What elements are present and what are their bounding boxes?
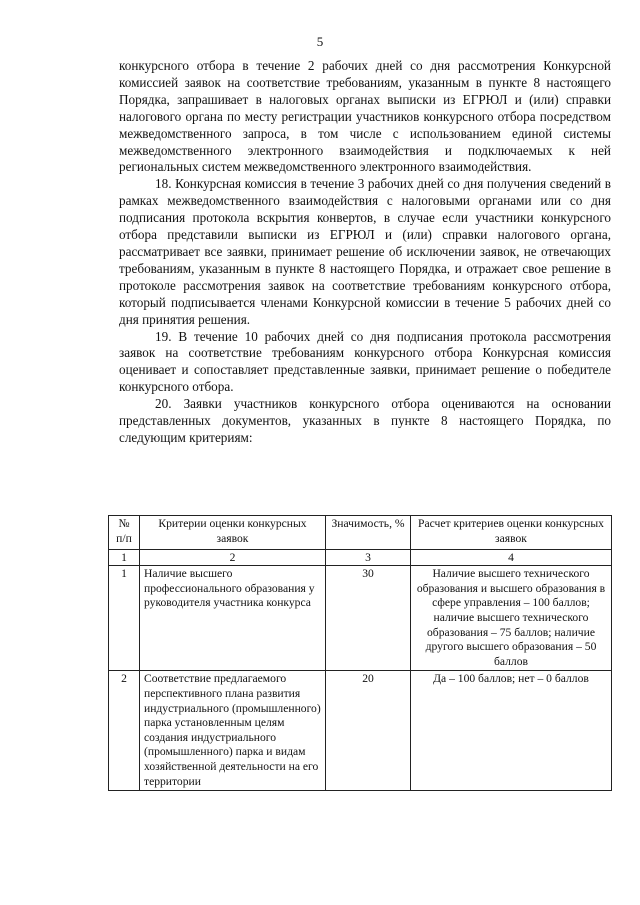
header-calc: Расчет критериев оценки конкурсных заявок: [411, 516, 612, 550]
paragraph-18: 18. Конкурсная комиссия в течение 3 рабочих дней со дня получения сведений в рамках межведомственного взаимодействия с налоговыми органами или со дня подписания протокола вскрытия конвертов, в случае если участники конкурсного отбора представили выписки из ЕГРЮЛ и (или) справки налогового органа, рассматривает все заявки, принимает решение об исключении заявок, не отвечающих требованиям, указанным в пункте 8 настоящего Порядка, и отражает свое решение в протоколе рассмотрения заявок на соответствие требованиям конкурсного отбора, который подписывается членами Конкурсной комиссии в течение 5 рабочих дней со дня принятия решения.: [119, 176, 611, 327]
header-criteria: Критерии оценки конкурсных заявок: [140, 516, 326, 550]
row-calc: Да – 100 баллов; нет – 0 баллов: [411, 671, 612, 791]
column-number: 1: [109, 550, 140, 566]
row-number: 1: [109, 566, 140, 671]
row-criteria: Соответствие предлагаемого перспективного плана развития индустриального (промышленного) парка установленным целям создания индустриального (промышленного) парка и видам хозяйственной деятельности на его территории: [140, 671, 326, 791]
row-criteria: Наличие высшего профессионального образования у руководителя участника конкурса: [140, 566, 326, 671]
document-body: [119, 58, 611, 447]
column-number: 4: [411, 550, 612, 566]
page-number: 5: [316, 34, 324, 49]
column-number: 3: [326, 550, 411, 566]
paragraph-19: 19. В течение 10 рабочих дней со дня подписания протокола рассмотрения заявок на соответствие требованиям конкурсного отбора Конкурсная комиссия оценивает и сопоставляет представленные заявки, принимает решение о победителе конкурсного отбора.: [119, 328, 611, 395]
header-weight: Значимость, %: [326, 516, 411, 550]
criteria-table: [108, 515, 612, 791]
table-row: [109, 671, 612, 791]
paragraph-17-continuation: конкурсного отбора в течение 2 рабочих дней со дня рассмотрения Конкурсной комиссией заявок на соответствие требованиям, указанным в пункте 8 настоящего Порядка, запрашивает в налоговых органах выписки из ЕГРЮЛ и (или) справки налогового органа по месту регистрации участников конкурсного отбора посредством межведомственного запроса, в том числе с использованием единой системы межведомственного электронного взаимодействия и подключаемых к ней региональных систем межведомственного электронного взаимодействия.: [119, 58, 611, 175]
paragraph-20: 20. Заявки участников конкурсного отбора оцениваются на основании представленных документов, указанных в пункте 8 настоящего Порядка, по следующим критериям:: [119, 396, 611, 445]
header-number: № п/п: [109, 516, 140, 550]
table-row: [109, 566, 612, 671]
row-number: 2: [109, 671, 140, 791]
table-header-row: [109, 516, 612, 550]
row-calc: Наличие высшего технического образования и высшего образования в сфере управления – 100 баллов; наличие высшего технического образования – 75 баллов; наличие другого высшего образования – 50 баллов: [411, 566, 612, 671]
row-weight: 20: [326, 671, 411, 791]
row-weight: 30: [326, 566, 411, 671]
column-number: 2: [140, 550, 326, 566]
column-number-row: [109, 550, 612, 566]
